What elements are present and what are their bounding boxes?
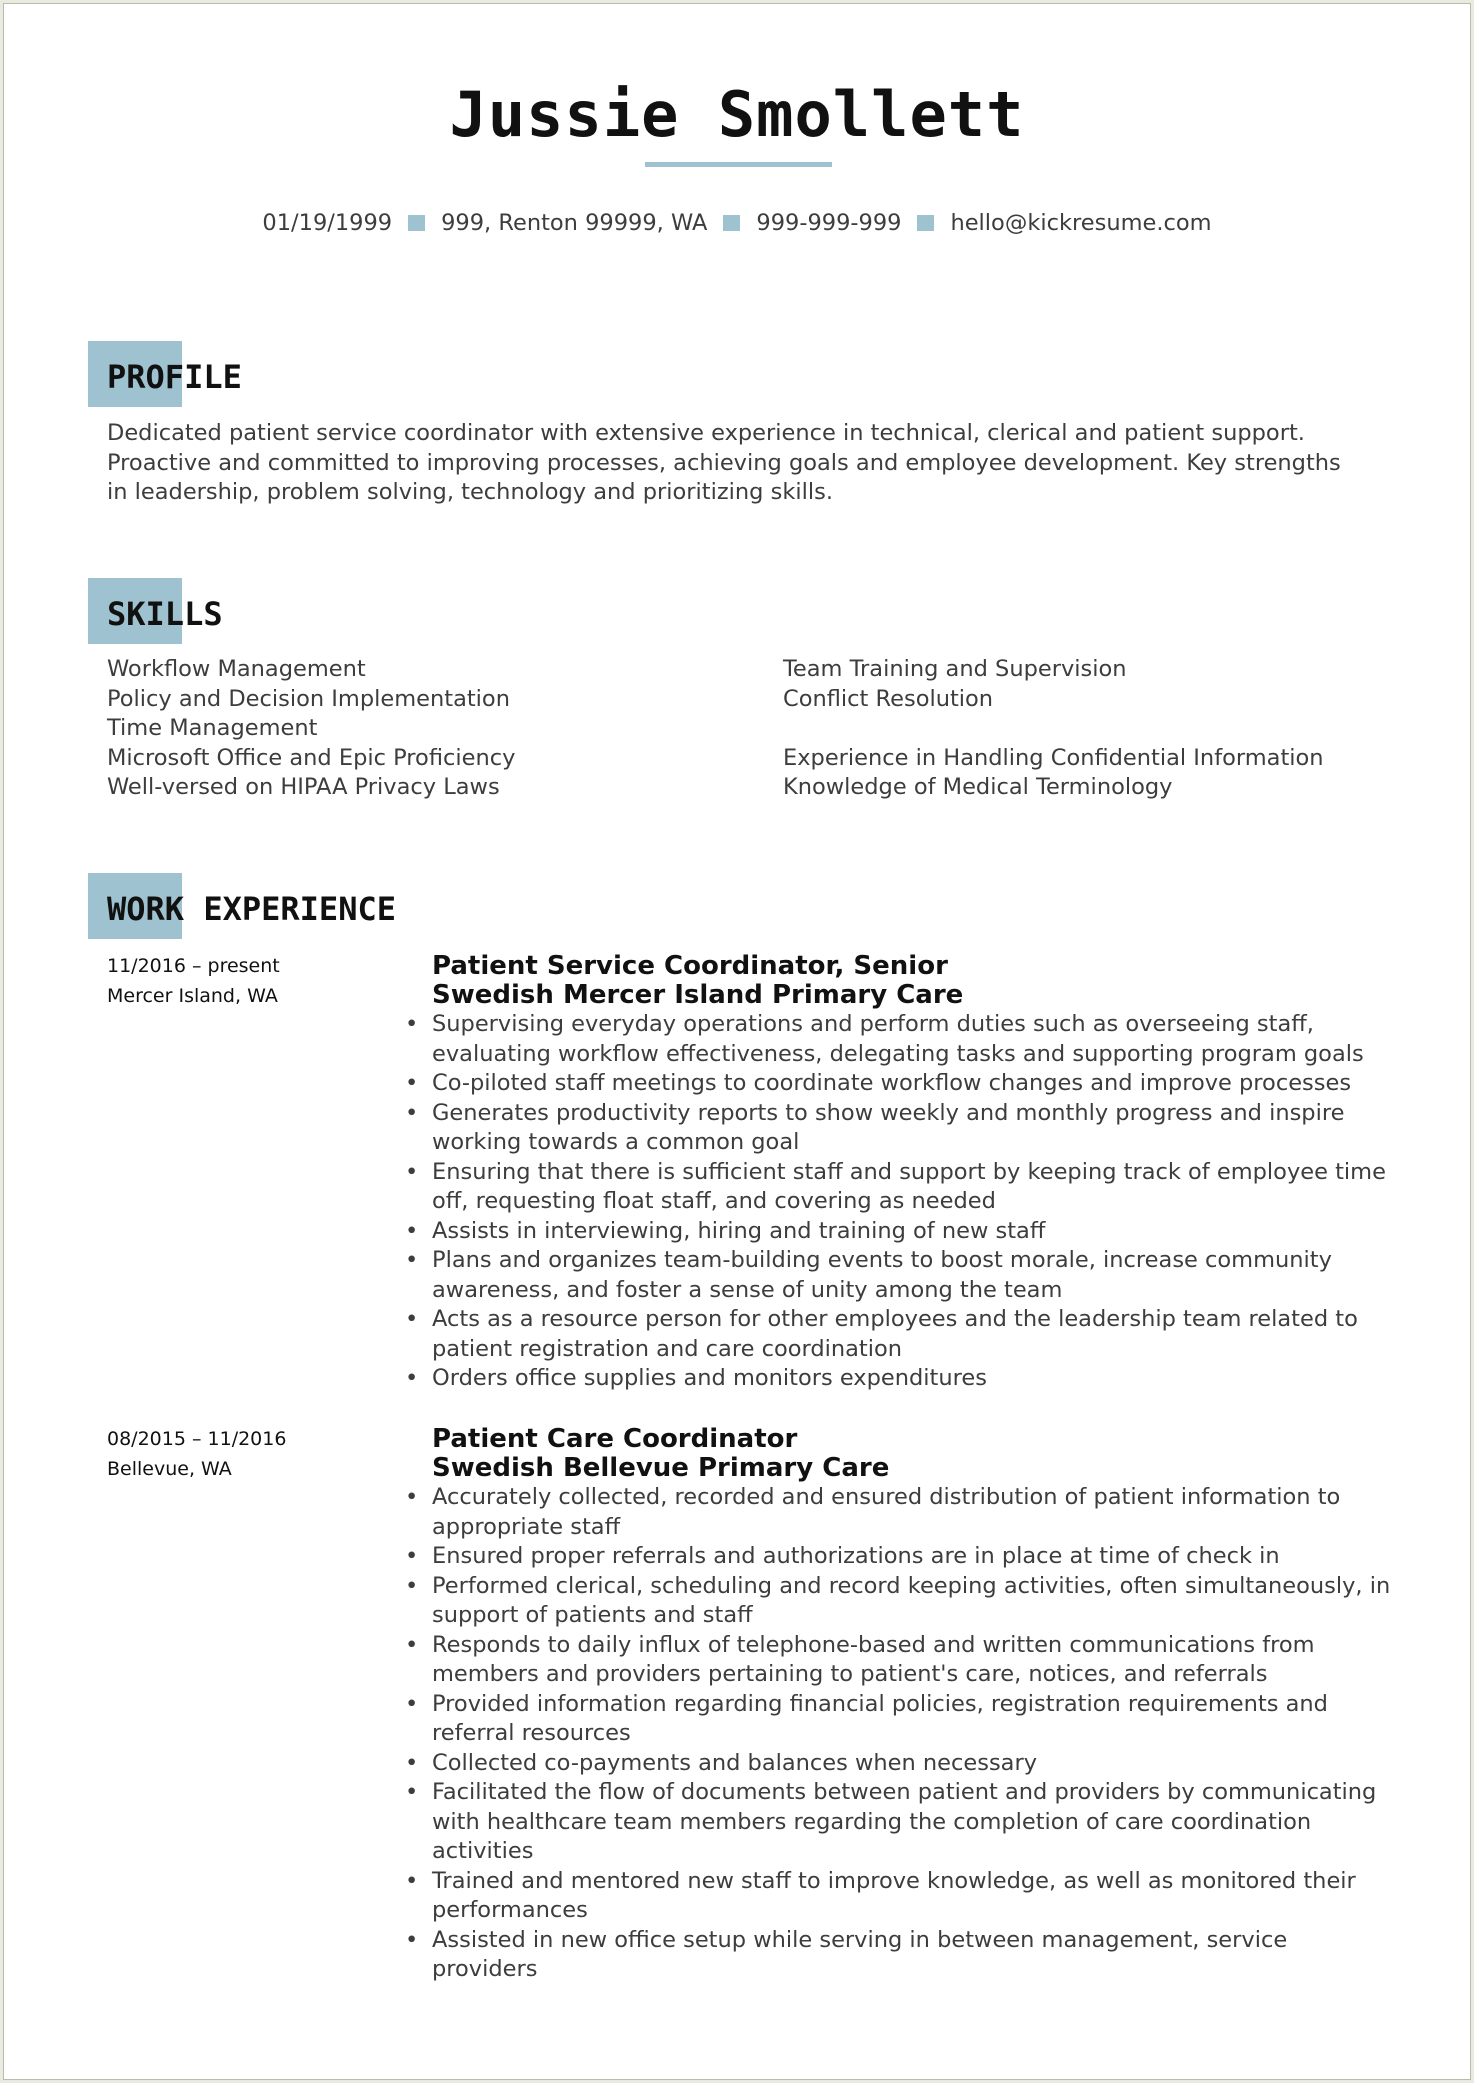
skill-item: Well-versed on HIPAA Privacy Laws <box>107 774 500 800</box>
duty-item: • Facilitated the flow of documents between patient and providers by communicating with healthcare team members regarding the completion of care coordination activities <box>432 1778 1392 1867</box>
job-dates: 11/2016 – present <box>107 955 280 977</box>
duty-item: • Orders office supplies and monitors expenditures <box>432 1364 1392 1394</box>
duty-item: • Plans and organizes team-building events to boost morale, increase community awareness, and foster a sense of unity among the team <box>432 1246 1392 1305</box>
profile-title: PROFILE <box>107 358 242 396</box>
skills-right-column <box>783 655 1324 803</box>
job-dates: 08/2015 – 11/2016 <box>107 1428 287 1450</box>
profile-summary: Dedicated patient service coordinator with extensive experience in technical, clerical and patient support. Proactive and committed to improving processes, achieving goals and employee development. Key strengths in leadership, problem solving, technology and prioritizing skills. <box>107 420 1341 505</box>
work-title: WORK EXPERIENCE <box>107 890 396 928</box>
job-title: Patient Care Coordinator <box>432 1424 798 1454</box>
job-location: Mercer Island, WA <box>107 984 278 1007</box>
duty-item: • Accurately collected, recorded and ensured distribution of patient information to appropriate staff <box>432 1483 1392 1542</box>
contact-line <box>4 210 1470 236</box>
phone-number: 999-999-999 <box>756 210 902 236</box>
separator-square-icon <box>408 215 425 231</box>
job-entry <box>432 952 1392 1394</box>
separator-square-icon <box>917 215 934 231</box>
skill-item: Workflow Management <box>107 656 366 682</box>
duty-item: • Supervising everyday operations and perform duties such as overseeing staff, evaluating workflow effectiveness, delegating tasks and supporting program goals <box>432 1010 1392 1069</box>
duty-item: • Co-piloted staff meetings to coordinate workflow changes and improve processes <box>432 1069 1392 1099</box>
duty-item: • Generates productivity reports to show weekly and monthly progress and inspire working towards a common goal <box>432 1099 1392 1158</box>
duty-item: • Assists in interviewing, hiring and training of new staff <box>432 1217 1392 1247</box>
job-entry <box>432 1425 1392 1985</box>
resume-page <box>3 3 1471 2080</box>
duty-item: • Performed clerical, scheduling and record keeping activities, often simultaneously, in support of patients and staff <box>432 1572 1392 1631</box>
birth-date: 01/19/1999 <box>262 210 393 236</box>
email-address: hello@kickresume.com <box>950 210 1212 236</box>
duty-item: • Acts as a resource person for other employees and the leadership team related to patient registration and care coordination <box>432 1305 1392 1364</box>
skill-item: Microsoft Office and Epic Proficiency <box>107 744 516 771</box>
duty-item: • Provided information regarding financial policies, registration requirements and referral resources <box>432 1690 1392 1749</box>
skill-item: Time Management <box>107 715 318 741</box>
job-meta <box>107 1425 286 1484</box>
job-meta <box>107 952 280 1011</box>
job-location: Bellevue, WA <box>107 1457 232 1480</box>
skill-item <box>783 714 1324 744</box>
job-title: Patient Service Coordinator, Senior <box>432 951 948 981</box>
job-duties-list <box>432 1483 1392 1985</box>
skill-item: Team Training and Supervision <box>783 656 1127 682</box>
skill-item: Experience in Handling Confidential Information <box>783 744 1324 771</box>
duty-item: • Trained and mentored new staff to improve knowledge, as well as monitored their performances <box>432 1867 1392 1926</box>
skill-item: Policy and Decision Implementation <box>107 685 510 712</box>
duty-item: • Collected co-payments and balances when necessary <box>432 1749 1392 1779</box>
skills-title: SKILLS <box>107 595 223 633</box>
name-underline <box>645 162 832 167</box>
separator-square-icon <box>723 215 740 231</box>
skill-item: Knowledge of Medical Terminology <box>783 774 1173 800</box>
duty-item: • Ensured proper referrals and authorizations are in place at time of check in <box>432 1542 1392 1572</box>
duty-item: • Assisted in new office setup while serving in between management, service providers <box>432 1926 1392 1985</box>
duty-item: • Ensuring that there is sufficient staff and support by keeping track of employee time off, requesting float staff, and covering as needed <box>432 1158 1392 1217</box>
skills-left-column <box>107 655 515 803</box>
address: 999, Renton 99999, WA <box>441 210 708 236</box>
candidate-name: Jussie Smollett <box>449 78 1025 151</box>
job-company: Swedish Bellevue Primary Care <box>432 1452 890 1483</box>
job-duties-list <box>432 1010 1392 1394</box>
skill-item: Conflict Resolution <box>783 685 994 712</box>
duty-item: • Responds to daily influx of telephone-based and written communications from members and providers pertaining to patient's care, notices, and referrals <box>432 1631 1392 1690</box>
job-company: Swedish Mercer Island Primary Care <box>432 979 964 1010</box>
